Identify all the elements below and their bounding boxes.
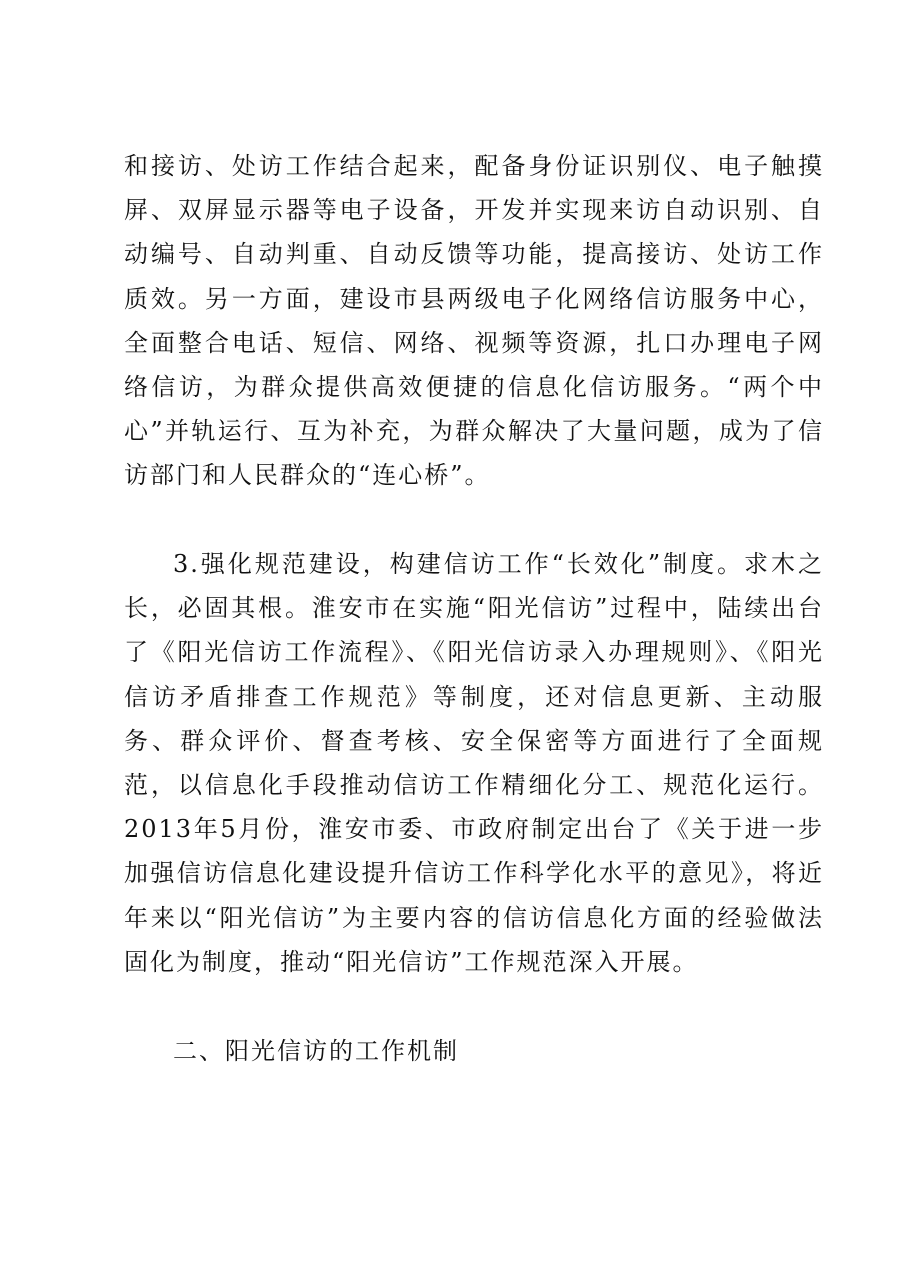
- section-heading: 二、阳光信访的工作机制: [173, 1037, 459, 1065]
- paragraph-standardization: 3.强化规范建设，构建信访工作“长效化”制度。求木之长，必固其根。淮安市在实施“阳光信访”过程中，陆续出台了《阳光信访工作流程》、《阳光信访录入办理规则》、《阳光信访矛盾排查工作规范》等制度，还对信息更新、主动服务、群众评价、督查考核、安全保密等方面进行了全面规范，以信息化手段推动信访工作精细化分工、规范化运行。2013年5月份，淮安市委、市政府制定出台了《关于进一步加强信访信息化建设提升信访工作科学化水平的意见》，将近年来以“阳光信访”为主要内容的信访信息化方面的经验做法固化为制度，推动“阳光信访”工作规范深入开展。: [124, 550, 824, 976]
- paragraph-continuation: 和接访、处访工作结合起来，配备身份证识别仪、电子触摸屏、双屏显示器等电子设备，开发并实现来访自动识别、自动编号、自动判重、自动反馈等功能，提高接访、处访工作质效。另一方面，建设市县两级电子化网络信访服务中心，全面整合电话、短信、网络、视频等资源，扎口办理电子网络信访，为群众提供高效便捷的信息化信访服务。“两个中心”并轨运行、互为补充，为群众解决了大量问题，成为了信访部门和人民群众的“连心桥”。: [124, 152, 824, 490]
